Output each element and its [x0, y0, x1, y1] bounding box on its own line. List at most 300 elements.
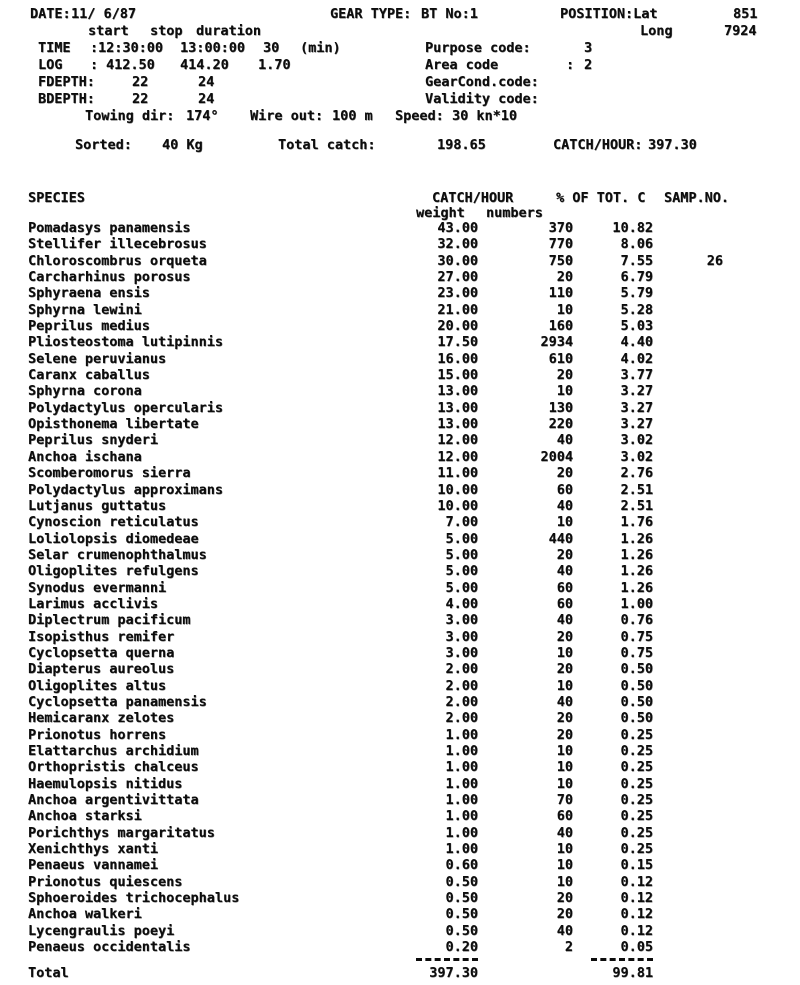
speed-value: 30 kn*10: [452, 108, 518, 124]
species-name: Selene peruvianus: [28, 350, 167, 367]
towing-label: Towing dir:: [85, 108, 175, 124]
log-stop: 414.20: [180, 57, 229, 73]
species-samp-no: [653, 808, 723, 824]
col-weight-header: weight: [416, 205, 465, 221]
species-samp-no: [653, 465, 723, 481]
log-duration: 1.70: [258, 57, 291, 73]
species-row: [28, 792, 723, 808]
species-samp-no: [653, 563, 723, 579]
species-weight: 0.20: [445, 939, 478, 956]
species-row: [28, 808, 723, 824]
species-samp-no: [653, 514, 723, 530]
species-row: [28, 874, 723, 890]
species-samp-no: [653, 302, 723, 318]
species-weight: 10.00: [437, 497, 478, 514]
species-samp-no: [653, 482, 723, 498]
species-name: Hemicaranx zelotes: [28, 710, 175, 727]
species-name: Cyclopsetta querna: [28, 644, 175, 661]
species-samp-no: [653, 923, 723, 939]
header-line-1: [0, 6, 800, 22]
species-name: Anchoa ischana: [28, 448, 142, 465]
species-weight: 1.00: [445, 824, 478, 841]
time-label: TIME: [38, 40, 71, 56]
lat-value: 851: [733, 6, 758, 22]
species-weight: 17.50: [437, 334, 478, 351]
species-pct: 7.55: [620, 252, 653, 269]
species-name: Cynoscion reticulatus: [28, 514, 199, 531]
log-colon: :: [90, 57, 99, 73]
species-name: Prionotus quiescens: [28, 873, 183, 890]
species-pct: 3.27: [620, 399, 653, 416]
species-pct: 0.25: [620, 808, 653, 825]
species-samp-no: [653, 906, 723, 922]
bdepth-label: BDEPTH:: [38, 91, 95, 107]
species-row: [28, 531, 723, 547]
species-samp-no: [653, 498, 723, 514]
species-row: [28, 743, 723, 759]
species-pct: 0.05: [620, 939, 653, 956]
species-name: Peprilus snyderi: [28, 432, 159, 449]
species-row: [28, 678, 723, 694]
species-numbers: 10: [556, 759, 573, 776]
species-samp-no: [653, 890, 723, 906]
species-numbers: 10: [556, 644, 573, 661]
species-numbers: 40: [556, 432, 573, 449]
gear-type-value: BT No:1: [421, 6, 478, 22]
species-row: [28, 318, 723, 334]
species-name: Pliosteostoma lutipinnis: [28, 334, 224, 351]
species-weight: 3.00: [445, 644, 478, 661]
species-pct: 0.25: [620, 824, 653, 841]
species-name: Stellifer illecebrosus: [28, 236, 207, 253]
species-row: [28, 302, 723, 318]
species-samp-no: [653, 367, 723, 383]
species-weight: 1.00: [445, 841, 478, 858]
species-samp-no: [653, 694, 723, 710]
date-value: 11/ 6/87: [71, 6, 137, 22]
species-pct: 0.12: [620, 922, 653, 939]
species-weight: 12.00: [437, 432, 478, 449]
species-name: Sphyraena ensis: [28, 285, 150, 302]
area-colon: :: [566, 57, 575, 73]
species-numbers: 2: [564, 939, 573, 956]
position-label: POSITION:Lat: [560, 6, 658, 22]
species-numbers: 20: [556, 890, 573, 907]
species-name: Prionotus horrens: [28, 726, 167, 743]
species-row: [28, 727, 723, 743]
species-pct: 3.27: [620, 416, 653, 433]
species-weight: 13.00: [437, 416, 478, 433]
species-row: [28, 759, 723, 775]
sorted-value: 40 Kg: [162, 137, 203, 153]
species-weight: 21.00: [437, 301, 478, 318]
species-pct: 5.28: [620, 301, 653, 318]
species-row: [28, 482, 723, 498]
catch-hour-label: CATCH/HOUR:: [553, 137, 643, 153]
species-pct: 1.26: [620, 579, 653, 596]
species-row: [28, 939, 723, 955]
species-numbers: 40: [556, 824, 573, 841]
species-numbers: 20: [556, 269, 573, 286]
species-samp-no: [653, 318, 723, 334]
species-weight: 4.00: [445, 595, 478, 612]
species-numbers: 40: [556, 497, 573, 514]
species-pct: 0.25: [620, 743, 653, 759]
species-name: Caranx caballus: [28, 367, 150, 384]
species-numbers: 20: [556, 661, 573, 678]
species-numbers: 10: [556, 383, 573, 400]
species-weight: 5.00: [445, 579, 478, 596]
time-colon: :: [90, 40, 99, 56]
sorted-label: Sorted:: [75, 137, 132, 153]
species-name: Isopisthus remifer: [28, 628, 175, 645]
species-numbers: 60: [556, 595, 573, 612]
species-pct: 0.12: [620, 873, 653, 890]
species-weight: 5.00: [445, 546, 478, 563]
col-duration-label: duration: [196, 23, 262, 39]
species-samp-no: [653, 596, 723, 612]
species-pct: 0.75: [620, 644, 653, 661]
species-name: Scomberomorus sierra: [28, 465, 191, 482]
species-samp-no: [653, 236, 723, 252]
species-weight: 5.00: [445, 563, 478, 580]
area-value: 2: [584, 57, 593, 73]
species-numbers: 20: [556, 906, 573, 923]
species-weight: 20.00: [437, 318, 478, 335]
species-numbers: 10: [556, 775, 573, 792]
total-label: Total: [28, 965, 69, 982]
species-row: [28, 236, 723, 252]
species-row: [28, 220, 723, 236]
species-numbers: 20: [556, 465, 573, 482]
species-samp-no: [653, 580, 723, 596]
wire-value: 100 m: [332, 108, 373, 124]
species-name: Diplectrum pacificum: [28, 612, 191, 629]
validity-label: Validity code:: [425, 91, 539, 107]
area-label: Area code: [425, 57, 499, 73]
time-start: 12:30:00: [98, 40, 164, 56]
species-weight: 0.60: [445, 857, 478, 874]
species-pct: 0.25: [620, 775, 653, 792]
species-pct: 0.75: [620, 628, 653, 645]
species-numbers: 20: [556, 726, 573, 743]
species-name: Oligoplites refulgens: [28, 563, 199, 580]
species-samp-no: [653, 645, 723, 661]
species-numbers: 2934: [540, 334, 573, 351]
species-samp-no: [653, 825, 723, 841]
species-samp-no: [653, 743, 723, 759]
species-samp-no: [653, 939, 723, 955]
species-row: [28, 334, 723, 350]
species-weight: 1.00: [445, 759, 478, 776]
species-weight: 1.00: [445, 726, 478, 743]
species-samp-no: [653, 547, 723, 563]
species-numbers: 40: [556, 922, 573, 939]
species-numbers: 20: [556, 546, 573, 563]
species-pct: 4.02: [620, 350, 653, 367]
species-name: Elattarchus archidium: [28, 743, 199, 759]
bdepth-start: 22: [132, 91, 149, 107]
time-unit: (min): [300, 40, 341, 56]
species-samp-no: [653, 612, 723, 628]
species-weight: 1.00: [445, 792, 478, 809]
species-name: Selar crumenophthalmus: [28, 546, 207, 563]
species-numbers: 370: [548, 220, 573, 236]
species-numbers: 20: [556, 710, 573, 727]
species-numbers: 10: [556, 743, 573, 759]
species-name: Lutjanus guttatus: [28, 497, 167, 514]
species-numbers: 110: [548, 285, 573, 302]
species-row: [28, 449, 723, 465]
species-row: [28, 629, 723, 645]
species-weight: 15.00: [437, 367, 478, 384]
table-subheader-line: [0, 205, 800, 221]
species-row: [28, 416, 723, 432]
species-pct: 1.26: [620, 530, 653, 547]
species-numbers: 20: [556, 628, 573, 645]
species-name: Diapterus aureolus: [28, 661, 175, 678]
species-weight: 1.00: [445, 808, 478, 825]
log-start: 412.50: [106, 57, 155, 73]
species-numbers: 60: [556, 481, 573, 498]
species-pct: 3.27: [620, 383, 653, 400]
species-numbers: 10: [556, 301, 573, 318]
species-name: Anchoa starksi: [28, 808, 142, 825]
species-row: [28, 383, 723, 399]
species-pct: 1.26: [620, 563, 653, 580]
total-separator-row: [28, 956, 723, 964]
species-pct: 1.76: [620, 514, 653, 531]
date-label: DATE:: [30, 6, 71, 22]
species-name: Chloroscombrus orqueta: [28, 252, 207, 269]
species-weight: 11.00: [437, 465, 478, 482]
species-weight: 27.00: [437, 269, 478, 286]
species-name: Oligoplites altus: [28, 677, 167, 694]
species-name: Anchoa argentivittata: [28, 792, 199, 809]
species-samp-no: [653, 432, 723, 448]
species-numbers: 40: [556, 563, 573, 580]
species-weight: 16.00: [437, 350, 478, 367]
species-pct: 0.12: [620, 906, 653, 923]
species-weight: 13.00: [437, 383, 478, 400]
species-name: Loliolopsis diomedeae: [28, 530, 199, 547]
species-row: [28, 285, 723, 301]
time-stop: 13:00:00: [180, 40, 246, 56]
species-row: [28, 710, 723, 726]
species-name: Synodus evermanni: [28, 579, 167, 596]
species-weight: 2.00: [445, 661, 478, 678]
species-weight: 2.00: [445, 677, 478, 694]
species-samp-no: [653, 629, 723, 645]
species-name: Penaeus occidentalis: [28, 939, 191, 956]
purpose-label: Purpose code:: [425, 40, 531, 56]
species-name: Haemulopsis nitidus: [28, 775, 183, 792]
long-value: 7924: [724, 23, 757, 39]
species-weight: 30.00: [437, 252, 478, 269]
species-numbers: 160: [548, 318, 573, 335]
bdepth-stop: 24: [198, 91, 215, 107]
species-pct: 0.50: [620, 710, 653, 727]
species-samp-no: [653, 220, 723, 236]
species-name: Sphoeroides trichocephalus: [28, 890, 240, 907]
species-numbers: 70: [556, 792, 573, 809]
species-pct: 8.06: [620, 236, 653, 253]
total-row: [28, 964, 723, 982]
species-row: [28, 596, 723, 612]
species-samp-no: [653, 416, 723, 432]
species-pct: 0.50: [620, 677, 653, 694]
species-weight: 2.00: [445, 710, 478, 727]
long-label: Long: [640, 23, 673, 39]
species-samp-no: [653, 383, 723, 399]
species-pct: 3.77: [620, 367, 653, 384]
species-name: Polydactylus approximans: [28, 481, 224, 498]
header-line-2: [0, 23, 800, 39]
species-samp-no: [653, 776, 723, 792]
species-name: Penaeus vannamei: [28, 857, 159, 874]
species-weight: 2.00: [445, 693, 478, 710]
species-row: [28, 514, 723, 530]
species-pct: 10.82: [612, 220, 653, 236]
species-row: [28, 580, 723, 596]
species-name: Polydactylus opercularis: [28, 399, 224, 416]
species-name: Orthopristis chalceus: [28, 759, 199, 776]
species-numbers: 60: [556, 579, 573, 596]
species-numbers: 220: [548, 416, 573, 433]
species-pct: 2.51: [620, 481, 653, 498]
species-row: [28, 563, 723, 579]
fdepth-start: 22: [132, 74, 149, 90]
species-name: Larimus acclivis: [28, 595, 159, 612]
species-row: [28, 498, 723, 514]
towing-line: [0, 108, 800, 124]
species-weight: 1.00: [445, 743, 478, 759]
species-pct: 5.79: [620, 285, 653, 302]
species-pct: 0.76: [620, 612, 653, 629]
col-pct-header: % OF TOT. C: [556, 190, 646, 206]
species-row: [28, 645, 723, 661]
species-pct: 0.25: [620, 759, 653, 776]
species-table: [28, 220, 723, 982]
species-row: [28, 400, 723, 416]
species-numbers: 770: [548, 236, 573, 253]
total-catch-value: 198.65: [437, 137, 486, 153]
species-pct: 0.25: [620, 792, 653, 809]
species-numbers: 20: [556, 367, 573, 384]
species-name: Pomadasys panamensis: [28, 220, 191, 236]
species-pct: 0.25: [620, 841, 653, 858]
species-pct: 5.03: [620, 318, 653, 335]
species-samp-no: [653, 857, 723, 873]
fdepth-stop: 24: [198, 74, 215, 90]
col-catch-hour-header: CATCH/HOUR: [432, 190, 514, 206]
species-numbers: 60: [556, 808, 573, 825]
species-samp-no: [653, 759, 723, 775]
species-numbers: 10: [556, 677, 573, 694]
total-catch-label: Total catch:: [278, 137, 376, 153]
wire-label: Wire out:: [250, 108, 324, 124]
species-pct: 0.50: [620, 693, 653, 710]
species-samp-no: [653, 792, 723, 808]
species-pct: 0.25: [620, 726, 653, 743]
species-numbers: 10: [556, 841, 573, 858]
species-samp-no: [653, 710, 723, 726]
species-row: [28, 465, 723, 481]
species-row: [28, 923, 723, 939]
species-samp-no: [653, 334, 723, 350]
species-name: Peprilus medius: [28, 318, 150, 335]
species-weight: 1.00: [445, 775, 478, 792]
species-pct: 3.02: [620, 432, 653, 449]
speed-label: Speed:: [395, 108, 444, 124]
species-samp-no: [653, 661, 723, 677]
species-samp-no: [653, 678, 723, 694]
col-samp-header: SAMP.NO.: [664, 190, 730, 206]
species-weight: 10.00: [437, 481, 478, 498]
species-weight: 43.00: [437, 220, 478, 236]
species-numbers: 750: [548, 252, 573, 269]
table-header-line: [0, 190, 800, 206]
species-pct: 6.79: [620, 269, 653, 286]
species-numbers: 40: [556, 612, 573, 629]
species-samp-no: [653, 874, 723, 890]
species-weight: 7.00: [445, 514, 478, 531]
col-start-label: start: [88, 23, 129, 39]
species-pct: 1.00: [620, 595, 653, 612]
col-numbers-header: numbers: [486, 205, 543, 221]
species-row: [28, 906, 723, 922]
species-samp-no: [653, 449, 723, 465]
species-row: [28, 776, 723, 792]
species-weight: 32.00: [437, 236, 478, 253]
species-name: Anchoa walkeri: [28, 906, 142, 923]
species-row: [28, 694, 723, 710]
species-pct: 0.15: [620, 857, 653, 874]
species-row: [28, 841, 723, 857]
species-samp-no: [653, 285, 723, 301]
species-row: [28, 253, 723, 269]
species-row: [28, 351, 723, 367]
species-numbers: 2004: [540, 448, 573, 465]
gearcond-label: GearCond.code:: [425, 74, 539, 90]
time-duration: 30: [263, 40, 280, 56]
fdepth-label: FDEPTH:: [38, 74, 95, 90]
species-numbers: 610: [548, 350, 573, 367]
species-numbers: 10: [556, 873, 573, 890]
species-numbers: 10: [556, 514, 573, 531]
summary-line: [0, 137, 800, 153]
species-samp-no: [653, 269, 723, 285]
species-row: [28, 432, 723, 448]
species-weight: 13.00: [437, 399, 478, 416]
species-samp-no: [653, 351, 723, 367]
species-name: Lycengraulis poeyi: [28, 922, 175, 939]
species-row: [28, 661, 723, 677]
species-weight: 5.00: [445, 530, 478, 547]
gear-type-label: GEAR TYPE:: [330, 6, 412, 22]
bdepth-line: [0, 91, 800, 107]
species-samp-no: [653, 400, 723, 416]
species-pct: 0.50: [620, 661, 653, 678]
species-pct: 0.12: [620, 890, 653, 907]
species-row: [28, 612, 723, 628]
species-weight: 0.50: [445, 890, 478, 907]
species-weight: 0.50: [445, 906, 478, 923]
species-samp-no: 26: [706, 252, 723, 269]
species-name: Cyclopsetta panamensis: [28, 693, 207, 710]
species-samp-no: [653, 531, 723, 547]
total-pct-separator-line: [591, 958, 653, 961]
